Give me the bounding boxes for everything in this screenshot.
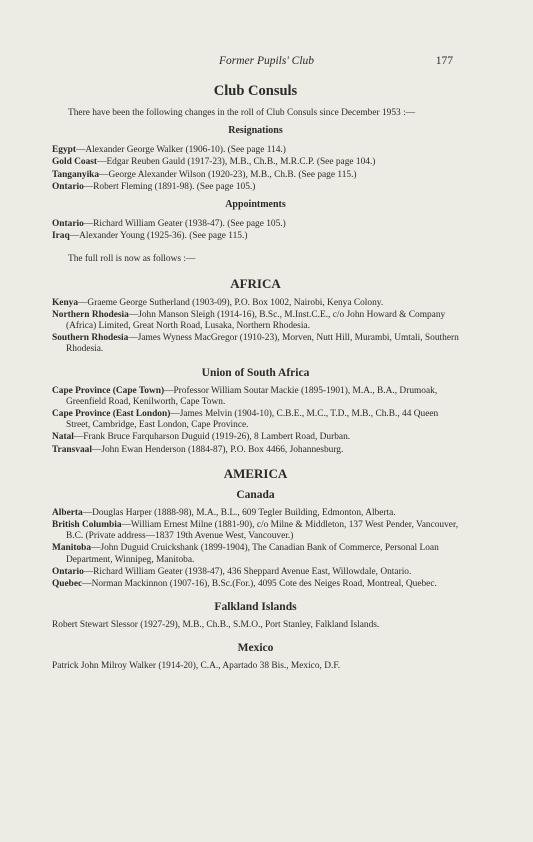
- consul-entry: [52, 543, 459, 565]
- mexico-heading: Mexico: [237, 642, 274, 655]
- canada-heading: Canada: [236, 488, 275, 501]
- entry-text: Patrick John Milroy Walker (1914-20), C.A., Apartado 38 Bis., Mexico, D.F.: [52, 661, 341, 672]
- entry-text: —John Duguid Cruickshank (1899-1904), The Canadian Bank of Commerce, Personal Loan Department, Winnipeg, Manitoba.: [66, 543, 439, 565]
- entry-place: Gold Coast: [52, 157, 98, 168]
- entry-text: —Richard William Geater (1938-47), 436 Sheppard Avenue East, Willowdale, Ontario.: [83, 566, 412, 577]
- consul-entry: [52, 310, 459, 332]
- entry-text: —William Ernest Milne (1881-90), c/o Milne & Middleton, 137 West Pender, Vancouver, B.C. (Private address—1837 19th Avenue West, Vancouver.): [66, 520, 459, 542]
- appointments-list: [52, 219, 459, 242]
- consul-entry: [52, 298, 459, 309]
- africa-list: [52, 298, 459, 356]
- entry-place: Transvaal: [52, 444, 92, 455]
- mexico-list: [52, 661, 459, 672]
- entry-text: —Professor William Soutar Mackie (1895-1901), M.A., B.A., Drumoak, Greenfield Road, Kenilworth, Cape Town.: [66, 385, 438, 407]
- resignations-list: [52, 145, 459, 193]
- entry-text: —James Wyness MacGregor (1910-23), Morven, Nutt Hill, Murambi, Umtali, Southern Rhodesia.: [66, 333, 459, 355]
- entry-text: —Douglas Harper (1888-98), M.A., B.L., 609 Tegler Building, Edmonton, Alberta.: [82, 507, 396, 518]
- entry-text: —Alexander George Walker (1906-10). (See page 114.): [75, 145, 286, 156]
- entry-place: Cape Province (Cape Town): [52, 385, 165, 396]
- entry-place: Southern Rhodesia: [52, 333, 129, 344]
- consul-entry: [52, 567, 459, 578]
- page-content: [52, 82, 459, 674]
- entry-place: Kenya: [52, 297, 79, 308]
- entry-text: —Richard William Geater (1938-47). (See page 105.): [83, 219, 286, 230]
- consul-entry: [52, 620, 459, 631]
- entry-text: —John Manson Sleigh (1914-16), B.Sc., M.Inst.C.E., c/o John Howard & Company (Africa) Limited, Great North Road, Lusaka, Northern Rhodesia.: [66, 309, 446, 332]
- canada-list: [52, 508, 459, 590]
- entry-place: Ontario: [52, 566, 84, 577]
- consul-entry: [52, 219, 459, 230]
- consul-entry: [52, 661, 459, 672]
- consul-entry: [52, 386, 459, 408]
- consul-entry: [52, 409, 459, 431]
- appointments-heading: Appointments: [225, 199, 286, 211]
- consul-entry: [52, 520, 459, 542]
- consul-entry: [52, 182, 459, 193]
- consul-entry: [52, 231, 459, 242]
- south-africa-list: [52, 386, 459, 456]
- south-africa-heading: Union of South Africa: [201, 366, 310, 379]
- entry-place: Egypt: [52, 145, 76, 156]
- entry-text: —Frank Bruce Farquharson Duguid (1919-26), 8 Lambert Road, Durban.: [73, 432, 351, 443]
- entry-place: Manitoba: [52, 543, 92, 554]
- consul-entry: [52, 579, 459, 590]
- entry-text: —Norman Mackinnon (1907-16), B.Sc.(For.), 4095 Cote des Neiges Road, Montreal, Quebec.: [82, 579, 437, 590]
- consul-entry: [52, 157, 459, 168]
- america-heading: AMERICA: [223, 465, 288, 481]
- entry-place: Iraq: [52, 231, 70, 242]
- consul-entry: [52, 170, 459, 181]
- falkland-list: [52, 620, 459, 631]
- page-title: Club Consuls: [213, 83, 298, 99]
- page-number: 177: [435, 55, 453, 67]
- entry-text: —Graeme George Sutherland (1903-09), P.O. Box 1002, Nairobi, Kenya Colony.: [78, 297, 384, 308]
- resignations-heading: Resignations: [228, 125, 283, 137]
- entry-place: Quebec: [52, 579, 83, 590]
- consul-entry: [52, 145, 459, 156]
- entry-place: Northern Rhodesia: [52, 309, 129, 320]
- full-roll-note: The full roll is now as follows :—: [68, 254, 196, 265]
- intro-paragraph: There have been the following changes in the roll of Club Consuls since December 1953 :—: [68, 108, 416, 118]
- falkland-heading: Falkland Islands: [214, 601, 297, 614]
- running-head-title: Former Pupils' Club: [218, 55, 315, 67]
- entry-text: —Edgar Reuben Gauld (1917-23), M.B., Ch.B., M.R.C.P. (See page 104.): [97, 157, 376, 168]
- entry-place: Tanganyika: [52, 169, 100, 180]
- entry-text: —Alexander Young (1925-36). (See page 115.): [69, 231, 248, 242]
- entry-text: —George Alexander Wilson (1920-23), M.B., Ch.B. (See page 115.): [99, 169, 357, 180]
- consul-entry: [52, 432, 459, 443]
- entry-place: Ontario: [52, 219, 84, 230]
- entry-text: —Robert Fleming (1891-98). (See page 105.): [83, 181, 256, 192]
- consul-entry: [52, 333, 459, 355]
- entry-place: British Columbia: [52, 520, 122, 531]
- entry-text: —John Ewan Henderson (1884-87), P.O. Box 4466, Johannesburg.: [91, 444, 344, 455]
- entry-place: Cape Province (East London): [52, 409, 171, 420]
- entry-text: —James Melvin (1904-10), C.B.E., M.C., T.D., M.B., Ch.B., 44 Queen Street, Cambridge, East London, Cape Province.: [66, 409, 439, 431]
- consul-entry: [52, 508, 459, 519]
- africa-heading: AFRICA: [230, 275, 281, 291]
- entry-place: Natal: [52, 432, 74, 443]
- entry-text: Robert Stewart Slessor (1927-29), M.B., Ch.B., S.M.O., Port Stanley, Falkland Islands.: [52, 620, 380, 631]
- entry-place: Ontario: [52, 181, 84, 192]
- consul-entry: [52, 445, 459, 456]
- entry-place: Alberta: [52, 507, 83, 518]
